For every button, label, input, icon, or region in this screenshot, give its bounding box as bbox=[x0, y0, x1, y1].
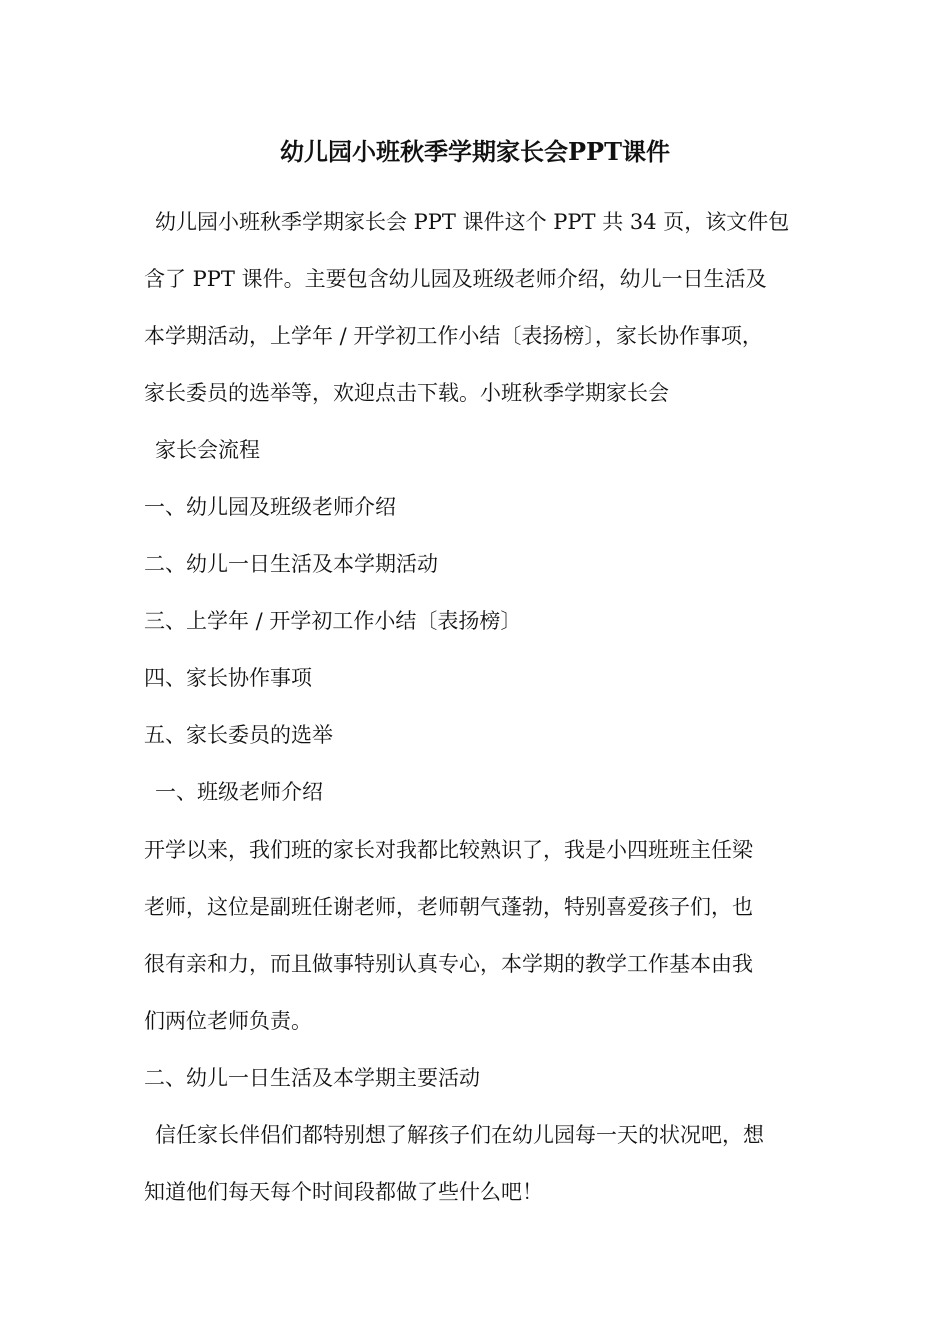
agenda-heading: 家长会流程 bbox=[155, 438, 260, 462]
section2-line-2: 知道他们每天每个时间段都做了些什么吧！ bbox=[144, 1180, 543, 1204]
section1-line-3: 很有亲和力，而且做事特别认真专心，本学期的教学工作基本由我 bbox=[144, 952, 753, 976]
intro-line-1: 幼儿园小班秋季学期家长会 PPT 课件这个 PPT 共 34 页，该文件包 bbox=[155, 210, 790, 234]
document-title: 幼儿园小班秋季学期家长会PPT课件 bbox=[280, 137, 670, 166]
agenda-item-2: 二、幼儿一日生活及本学期活动 bbox=[144, 552, 438, 576]
agenda-item-1: 一、幼儿园及班级老师介绍 bbox=[144, 495, 396, 519]
agenda-item-5: 五、家长委员的选举 bbox=[144, 723, 333, 747]
intro-line-3: 本学期活动，上学年 / 开学初工作小结〔表扬榜〕，家长协作事项， bbox=[144, 324, 763, 348]
intro-line-2: 含了 PPT 课件。主要包含幼儿园及班级老师介绍，幼儿一日生活及 bbox=[144, 267, 767, 291]
agenda-item-3: 三、上学年 / 开学初工作小结〔表扬榜〕 bbox=[144, 609, 522, 633]
agenda-item-4: 四、家长协作事项 bbox=[144, 666, 312, 690]
section1-line-4: 们两位老师负责。 bbox=[144, 1009, 312, 1033]
section1-line-2: 老师，这位是副班任谢老师，老师朝气蓬勃，特别喜爱孩子们，也 bbox=[144, 895, 753, 919]
section2-heading: 二、幼儿一日生活及本学期主要活动 bbox=[144, 1066, 480, 1090]
section2-line-1: 信任家长伴侣们都特别想了解孩子们在幼儿园每一天的状况吧，想 bbox=[155, 1123, 764, 1147]
section1-heading: 一、班级老师介绍 bbox=[155, 780, 323, 804]
section1-line-1: 开学以来，我们班的家长对我都比较熟识了，我是小四班班主任梁 bbox=[144, 838, 753, 862]
intro-line-4: 家长委员的选举等，欢迎点击下载。小班秋季学期家长会 bbox=[144, 381, 669, 405]
